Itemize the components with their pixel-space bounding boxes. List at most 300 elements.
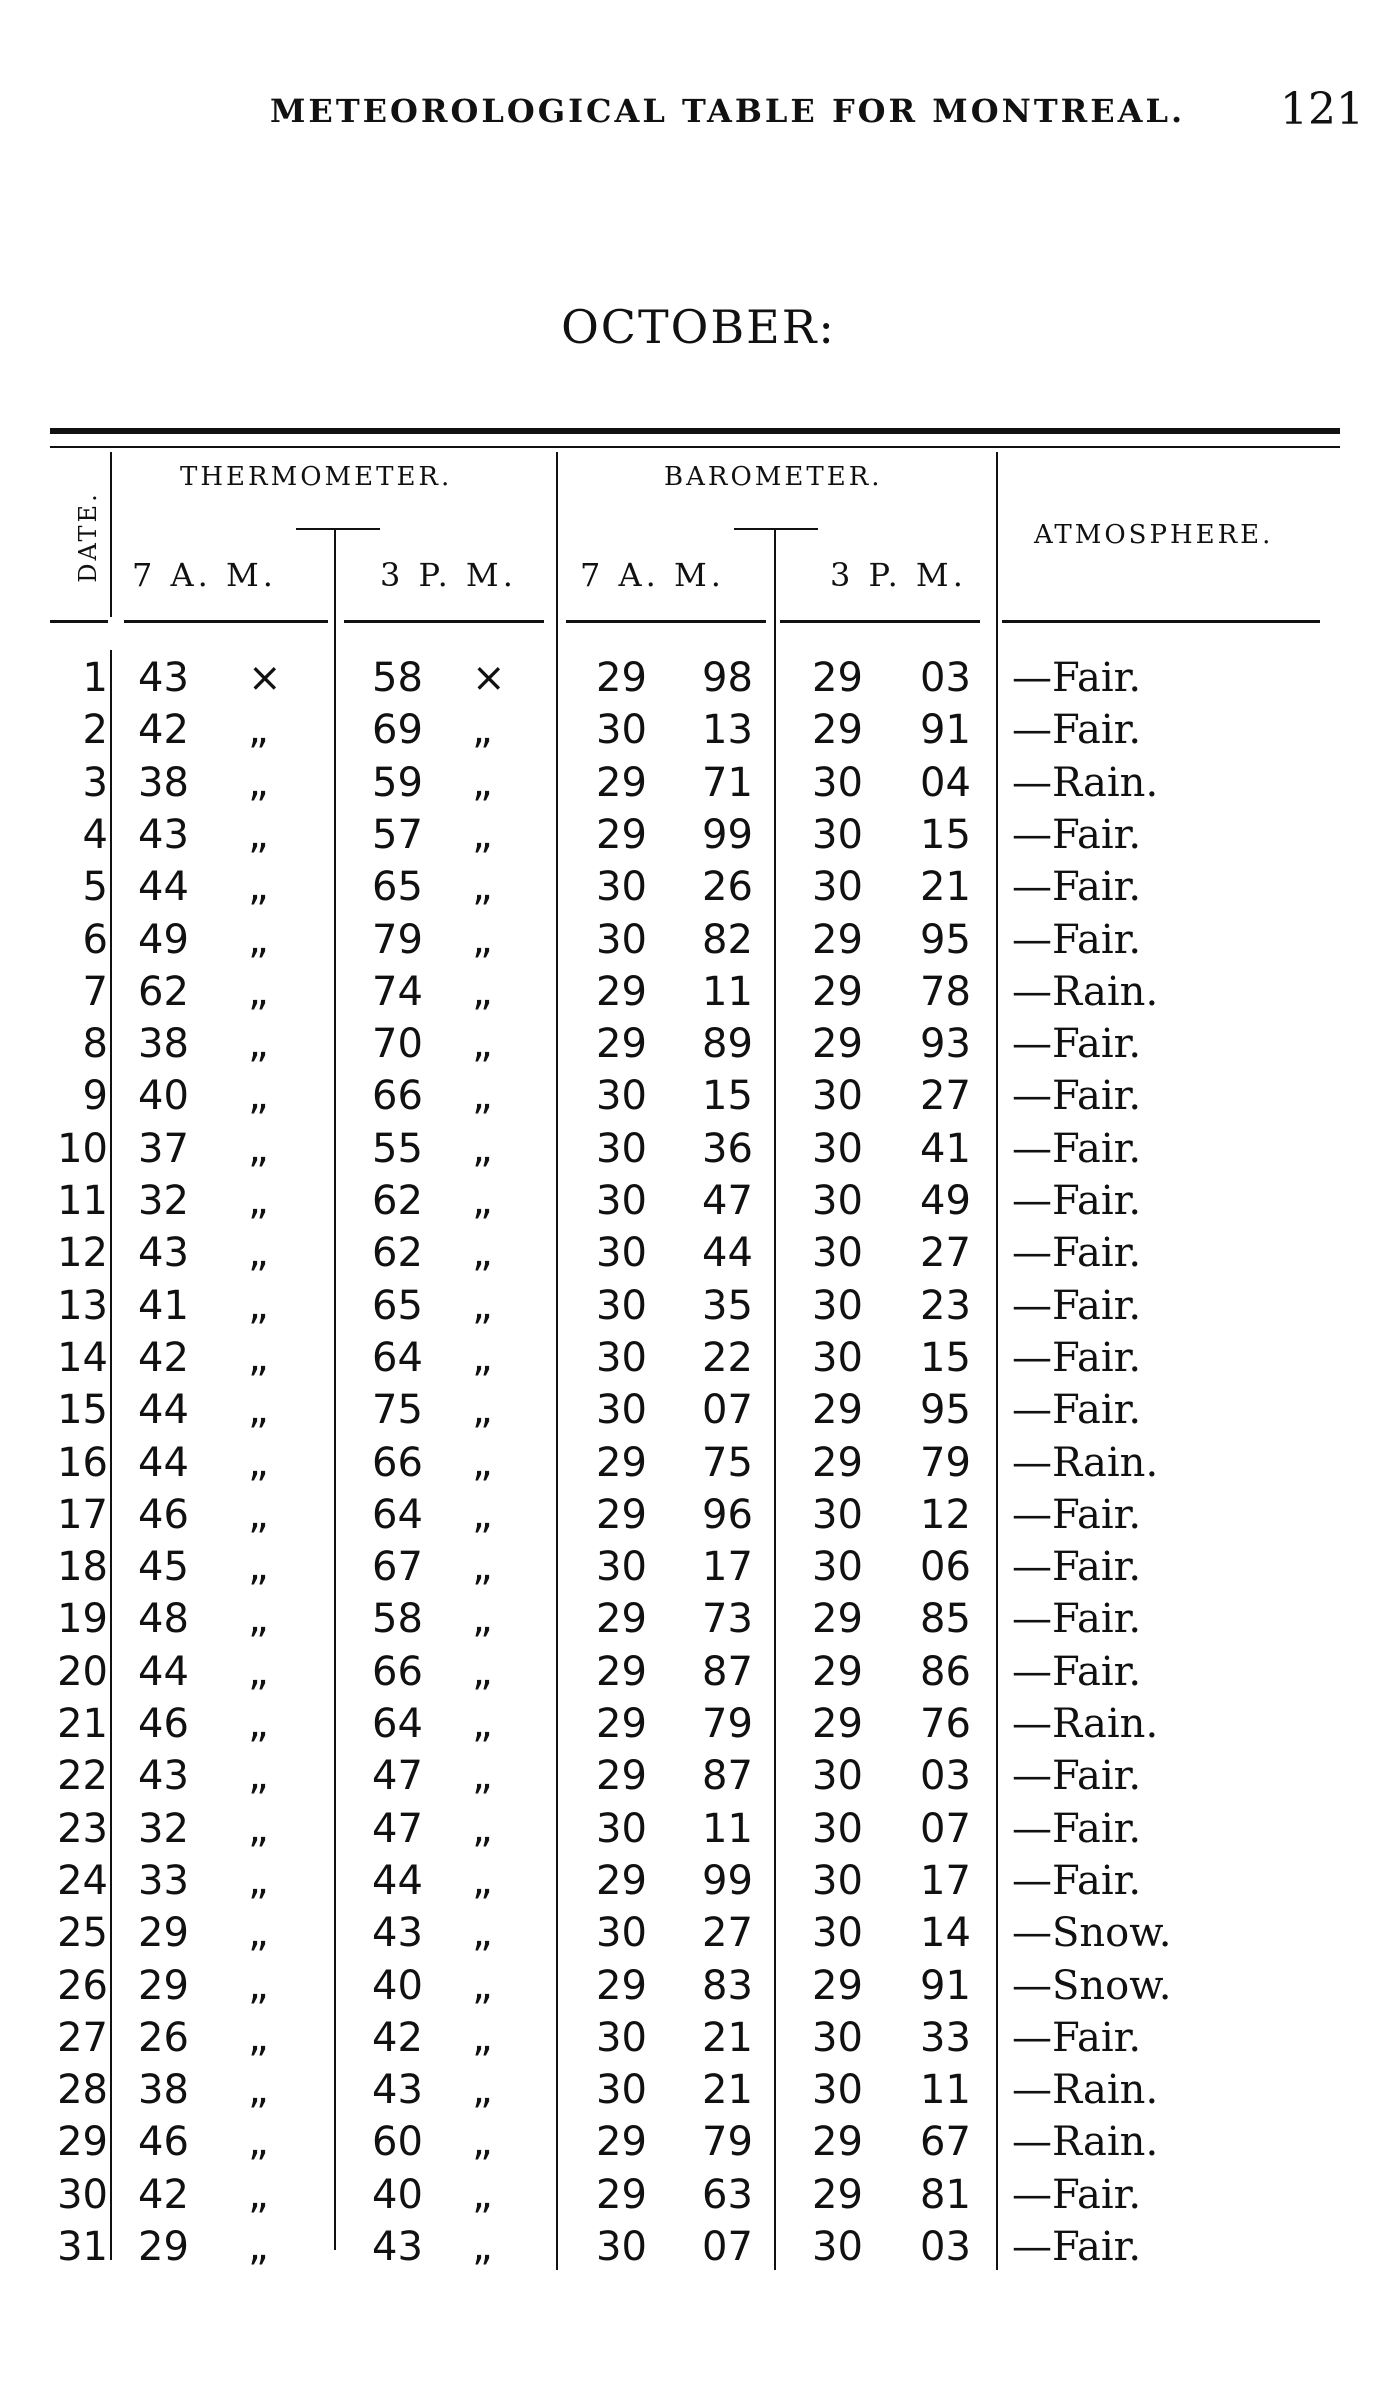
atmosphere-cell: —Fair.: [1012, 1387, 1142, 1434]
baro-7am-hundredths: 98: [702, 655, 753, 701]
baro-3pm-hundredths: 86: [920, 1648, 971, 1695]
baro-3pm-hundredths: 85: [920, 1596, 971, 1643]
baro-7am-hundredths: 21: [702, 2014, 753, 2061]
atmosphere-cell: —Snow.: [1012, 1910, 1172, 1957]
baro-7am-inches: 30: [596, 2067, 647, 2114]
baro-3pm-hundredths: 76: [920, 1701, 971, 1747]
baro-3pm-inches: 30: [812, 811, 863, 858]
table-row: [0, 1489, 1397, 1541]
date-cell: 12: [57, 1230, 108, 1277]
baro-3pm-hundredths: 81: [920, 2171, 971, 2218]
baro-3pm-hundredths: 23: [920, 1282, 971, 1329]
baro-7am-hundredths: 44: [702, 1230, 753, 1277]
therm-3pm-cell: 43: [372, 2067, 423, 2114]
therm-7am-mark: „: [248, 2014, 269, 2061]
therm-7am-cell: 43: [138, 655, 189, 701]
therm-3pm-mark: „: [472, 1753, 493, 1800]
therm-3pm-header: 3 P. M.: [380, 556, 517, 594]
baro-7am-hundredths: 89: [702, 1021, 753, 1068]
therm-3pm-mark: „: [472, 759, 493, 806]
baro-7am-inches: 30: [596, 1910, 647, 1957]
therm-7am-cell: 44: [138, 864, 189, 911]
therm-7am-mark: „: [248, 864, 269, 911]
atmosphere-cell: —Rain.: [1012, 968, 1159, 1015]
baro-7am-hundredths: 99: [702, 811, 753, 858]
baro-3pm-hundredths: 03: [920, 2224, 971, 2270]
atmosphere-cell: —Fair.: [1012, 864, 1142, 911]
therm-7am-cell: 32: [138, 1178, 189, 1224]
date-cell: 14: [57, 1334, 108, 1381]
baro-3pm-hundredths: 14: [920, 1910, 971, 1957]
therm-3pm-mark: ×: [472, 655, 506, 701]
therm-7am-cell: 37: [138, 1125, 189, 1172]
baro-7am-inches: 30: [596, 864, 647, 911]
page-title: OCTOBER:: [561, 300, 836, 354]
baro-7am-hundredths: 21: [702, 2067, 753, 2114]
therm-3pm-mark: „: [472, 1282, 493, 1329]
atmosphere-cell: —Fair.: [1012, 1021, 1142, 1068]
baro-brace-rule: [734, 528, 818, 530]
table-row: [0, 2221, 1397, 2273]
table-row: [0, 1227, 1397, 1279]
header-bottom-rule-therm3: [344, 620, 544, 623]
baro-7am-hundredths: 83: [702, 1962, 753, 2009]
atmosphere-cell: —Fair.: [1012, 1125, 1142, 1172]
baro-3pm-inches: 30: [812, 2067, 863, 2114]
therm-7am-cell: 42: [138, 707, 189, 754]
atmosphere-cell: —Fair.: [1012, 1178, 1142, 1224]
therm-3pm-mark: „: [472, 1857, 493, 1904]
table-row: [0, 652, 1397, 704]
therm-7am-mark: „: [248, 759, 269, 806]
table-row: [0, 2169, 1397, 2221]
therm-3pm-mark: „: [472, 811, 493, 858]
baro-3pm-hundredths: 91: [920, 1962, 971, 2009]
baro-7am-inches: 30: [596, 1073, 647, 1120]
baro-3pm-hundredths: 04: [920, 759, 971, 806]
therm-7am-mark: ×: [248, 655, 282, 701]
therm-3pm-mark: „: [472, 1962, 493, 2009]
atmosphere-cell: —Fair.: [1012, 1596, 1142, 1643]
table-row: [0, 1750, 1397, 1802]
date-cell: 30: [57, 2171, 108, 2218]
baro-3pm-hundredths: 27: [920, 1230, 971, 1277]
baro-7am-inches: 30: [596, 707, 647, 754]
therm-3pm-mark: „: [472, 1439, 493, 1486]
date-cell: 19: [57, 1596, 108, 1643]
baro-3pm-inches: 30: [812, 759, 863, 806]
therm-7am-mark: „: [248, 1805, 269, 1852]
baro-7am-inches: 29: [596, 1648, 647, 1695]
baro-7am-hundredths: 35: [702, 1282, 753, 1329]
therm-7am-mark: „: [248, 1282, 269, 1329]
therm-7am-cell: 41: [138, 1282, 189, 1329]
table-row: [0, 2012, 1397, 2064]
barometer-header: BAROMETER.: [664, 462, 883, 492]
atmosphere-cell: —Fair.: [1012, 1648, 1142, 1695]
date-cell: 15: [57, 1387, 108, 1434]
header-bottom-rule-baro7: [566, 620, 766, 623]
therm-7am-mark: „: [248, 1387, 269, 1434]
table-row: [0, 861, 1397, 913]
baro-7am-hundredths: 15: [702, 1073, 753, 1120]
baro-3pm-inches: 30: [812, 1178, 863, 1224]
therm-7am-cell: 38: [138, 759, 189, 806]
therm-7am-mark: „: [248, 1753, 269, 1800]
date-cell: 7: [82, 968, 108, 1015]
therm-3pm-mark: „: [472, 864, 493, 911]
baro-7am-inches: 29: [596, 759, 647, 806]
therm-3pm-mark: „: [472, 2014, 493, 2061]
therm-3pm-cell: 58: [372, 655, 423, 701]
table-row: [0, 1803, 1397, 1855]
therm-3pm-cell: 57: [372, 811, 423, 858]
baro-7am-hundredths: 87: [702, 1648, 753, 1695]
baro-7am-hundredths: 63: [702, 2171, 753, 2218]
table-row: [0, 1960, 1397, 2012]
baro-3pm-hundredths: 33: [920, 2014, 971, 2061]
baro-7am-inches: 30: [596, 1805, 647, 1852]
baro-7am-inches: 29: [596, 1439, 647, 1486]
date-cell: 24: [57, 1857, 108, 1904]
baro-3pm-hundredths: 91: [920, 707, 971, 754]
baro-3pm-inches: 29: [812, 707, 863, 754]
atmosphere-cell: —Fair.: [1012, 1230, 1142, 1277]
divider-date: [110, 452, 112, 617]
therm-3pm-mark: „: [472, 707, 493, 754]
therm-3pm-cell: 74: [372, 968, 423, 1015]
atmosphere-cell: —Fair.: [1012, 1805, 1142, 1852]
date-cell: 18: [57, 1544, 108, 1591]
therm-7am-mark: „: [248, 1334, 269, 1381]
baro-3pm-header: 3 P. M.: [830, 556, 967, 594]
date-cell: 25: [57, 1910, 108, 1957]
date-cell: 3: [82, 759, 108, 806]
therm-3pm-cell: 43: [372, 2224, 423, 2270]
date-cell: 31: [57, 2224, 108, 2270]
date-cell: 6: [82, 916, 108, 963]
therm-3pm-cell: 62: [372, 1230, 423, 1277]
therm-7am-cell: 42: [138, 1334, 189, 1381]
baro-3pm-inches: 29: [812, 1701, 863, 1747]
therm-3pm-cell: 42: [372, 2014, 423, 2061]
therm-3pm-mark: „: [472, 1491, 493, 1538]
baro-7am-inches: 29: [596, 811, 647, 858]
date-cell: 27: [57, 2014, 108, 2061]
atmosphere-cell: —Fair.: [1012, 1857, 1142, 1904]
baro-7am-hundredths: 17: [702, 1544, 753, 1591]
baro-7am-inches: 29: [596, 655, 647, 701]
atmosphere-cell: —Fair.: [1012, 1491, 1142, 1538]
date-cell: 20: [57, 1648, 108, 1695]
therm-3pm-cell: 64: [372, 1491, 423, 1538]
atmosphere-cell: —Rain.: [1012, 759, 1159, 806]
baro-3pm-inches: 30: [812, 1910, 863, 1957]
table-row: [0, 1541, 1397, 1593]
therm-3pm-cell: 66: [372, 1648, 423, 1695]
therm-3pm-mark: „: [472, 1544, 493, 1591]
table-row: [0, 1280, 1397, 1332]
therm-brace-rule: [296, 528, 380, 530]
therm-7am-mark: „: [248, 1648, 269, 1695]
therm-7am-header: 7 A. M.: [132, 556, 277, 594]
therm-7am-cell: 29: [138, 2224, 189, 2270]
atmosphere-cell: —Snow.: [1012, 1962, 1172, 2009]
baro-3pm-inches: 29: [812, 2171, 863, 2218]
header-bottom-rule-date: [50, 620, 108, 623]
baro-3pm-hundredths: 12: [920, 1491, 971, 1538]
header-bottom-rule-atm: [1002, 620, 1320, 623]
therm-7am-cell: 62: [138, 968, 189, 1015]
date-cell: 26: [57, 1962, 108, 2009]
baro-7am-hundredths: 11: [702, 968, 753, 1015]
therm-3pm-cell: 67: [372, 1544, 423, 1591]
therm-3pm-cell: 69: [372, 707, 423, 754]
therm-7am-cell: 43: [138, 1230, 189, 1277]
therm-3pm-mark: „: [472, 1178, 493, 1224]
atmosphere-cell: —Rain.: [1012, 1701, 1159, 1747]
baro-3pm-inches: 29: [812, 655, 863, 701]
baro-7am-inches: 29: [596, 1596, 647, 1643]
table-row: [0, 1698, 1397, 1750]
baro-7am-hundredths: 87: [702, 1753, 753, 1800]
therm-7am-mark: „: [248, 1596, 269, 1643]
atmosphere-cell: —Fair.: [1012, 811, 1142, 858]
baro-3pm-hundredths: 17: [920, 1857, 971, 1904]
therm-7am-cell: 32: [138, 1805, 189, 1852]
table-row: [0, 757, 1397, 809]
atmosphere-cell: —Rain.: [1012, 2119, 1159, 2166]
table-row: [0, 809, 1397, 861]
baro-7am-hundredths: 22: [702, 1334, 753, 1381]
baro-3pm-inches: 29: [812, 1648, 863, 1695]
baro-7am-hundredths: 13: [702, 707, 753, 754]
table-row: [0, 1070, 1397, 1122]
therm-7am-mark: „: [248, 1073, 269, 1120]
therm-3pm-cell: 64: [372, 1334, 423, 1381]
baro-7am-inches: 29: [596, 1021, 647, 1068]
therm-3pm-cell: 79: [372, 916, 423, 963]
header-bottom-rule-baro3: [780, 620, 980, 623]
therm-7am-mark: „: [248, 1125, 269, 1172]
table-row: [0, 1332, 1397, 1384]
date-cell: 8: [82, 1021, 108, 1068]
baro-7am-hundredths: 07: [702, 1387, 753, 1434]
baro-7am-hundredths: 47: [702, 1178, 753, 1224]
therm-7am-mark: „: [248, 2119, 269, 2166]
therm-7am-mark: „: [248, 1178, 269, 1224]
baro-7am-inches: 30: [596, 1178, 647, 1224]
atmosphere-cell: —Fair.: [1012, 2171, 1142, 2218]
baro-7am-inches: 30: [596, 1387, 647, 1434]
baro-7am-inches: 29: [596, 1753, 647, 1800]
therm-3pm-cell: 40: [372, 1962, 423, 2009]
therm-7am-cell: 38: [138, 1021, 189, 1068]
baro-3pm-inches: 30: [812, 1125, 863, 1172]
therm-7am-mark: „: [248, 2171, 269, 2218]
date-header: DATE.: [74, 491, 102, 583]
atmosphere-cell: —Fair.: [1012, 655, 1142, 701]
date-cell: 4: [82, 811, 108, 858]
baro-3pm-inches: 30: [812, 1334, 863, 1381]
baro-3pm-hundredths: 95: [920, 1387, 971, 1434]
baro-7am-inches: 29: [596, 1857, 647, 1904]
baro-3pm-hundredths: 41: [920, 1125, 971, 1172]
atmosphere-cell: —Fair.: [1012, 1073, 1142, 1120]
date-cell: 5: [82, 864, 108, 911]
atmosphere-header: ATMOSPHERE.: [1034, 520, 1274, 550]
therm-7am-mark: „: [248, 707, 269, 754]
date-cell: 21: [57, 1701, 108, 1747]
therm-7am-mark: „: [248, 1701, 269, 1747]
baro-3pm-hundredths: 15: [920, 811, 971, 858]
baro-3pm-inches: 30: [812, 1544, 863, 1591]
baro-7am-inches: 29: [596, 968, 647, 1015]
baro-7am-hundredths: 36: [702, 1125, 753, 1172]
baro-7am-hundredths: 27: [702, 1910, 753, 1957]
page-number: 121: [1280, 84, 1364, 135]
baro-7am-inches: 29: [596, 2171, 647, 2218]
therm-3pm-mark: „: [472, 1910, 493, 1957]
baro-3pm-inches: 30: [812, 1073, 863, 1120]
therm-3pm-mark: „: [472, 968, 493, 1015]
baro-3pm-inches: 30: [812, 864, 863, 911]
date-cell: 1: [82, 655, 108, 701]
therm-7am-cell: 43: [138, 811, 189, 858]
therm-7am-cell: 29: [138, 1962, 189, 2009]
baro-3pm-hundredths: 15: [920, 1334, 971, 1381]
therm-7am-mark: „: [248, 811, 269, 858]
therm-7am-mark: „: [248, 2224, 269, 2270]
therm-3pm-cell: 44: [372, 1857, 423, 1904]
table-row: [0, 1123, 1397, 1175]
table-row: [0, 2064, 1397, 2116]
baro-7am-inches: 30: [596, 2014, 647, 2061]
baro-7am-inches: 29: [596, 1491, 647, 1538]
therm-3pm-cell: 40: [372, 2171, 423, 2218]
date-cell: 10: [57, 1125, 108, 1172]
baro-3pm-inches: 29: [812, 2119, 863, 2166]
therm-3pm-mark: „: [472, 1648, 493, 1695]
therm-3pm-cell: 65: [372, 1282, 423, 1329]
therm-7am-cell: 33: [138, 1857, 189, 1904]
baro-7am-hundredths: 07: [702, 2224, 753, 2270]
baro-7am-hundredths: 71: [702, 759, 753, 806]
table-row: [0, 914, 1397, 966]
date-cell: 29: [57, 2119, 108, 2166]
atmosphere-cell: —Fair.: [1012, 916, 1142, 963]
therm-7am-cell: 44: [138, 1648, 189, 1695]
table-row: [0, 966, 1397, 1018]
top-rule-thick: [50, 428, 1340, 434]
therm-3pm-cell: 66: [372, 1439, 423, 1486]
baro-3pm-inches: 30: [812, 2014, 863, 2061]
baro-7am-hundredths: 99: [702, 1857, 753, 1904]
baro-3pm-inches: 30: [812, 1491, 863, 1538]
date-cell: 17: [57, 1491, 108, 1538]
therm-3pm-mark: „: [472, 2067, 493, 2114]
baro-3pm-hundredths: 03: [920, 655, 971, 701]
header-bottom-rule-therm7: [124, 620, 328, 623]
baro-7am-inches: 30: [596, 916, 647, 963]
table-row: [0, 1018, 1397, 1070]
therm-3pm-cell: 58: [372, 1596, 423, 1643]
atmosphere-cell: —Fair.: [1012, 2014, 1142, 2061]
date-cell: 16: [57, 1439, 108, 1486]
atmosphere-cell: —Fair.: [1012, 707, 1142, 754]
atmosphere-cell: —Rain.: [1012, 1439, 1159, 1486]
date-cell: 2: [82, 707, 108, 754]
table-row: [0, 1384, 1397, 1436]
table-row: [0, 2116, 1397, 2168]
baro-3pm-inches: 29: [812, 1021, 863, 1068]
baro-7am-hundredths: 79: [702, 1701, 753, 1747]
date-cell: 11: [57, 1178, 108, 1224]
baro-3pm-hundredths: 11: [920, 2067, 971, 2114]
table-row: [0, 1437, 1397, 1489]
atmosphere-cell: —Rain.: [1012, 2067, 1159, 2114]
table-row: [0, 704, 1397, 756]
baro-7am-hundredths: 96: [702, 1491, 753, 1538]
baro-3pm-hundredths: 78: [920, 968, 971, 1015]
baro-3pm-hundredths: 67: [920, 2119, 971, 2166]
baro-3pm-hundredths: 03: [920, 1753, 971, 1800]
table-row: [0, 1593, 1397, 1645]
atmosphere-cell: —Fair.: [1012, 1334, 1142, 1381]
therm-7am-mark: „: [248, 1962, 269, 2009]
date-cell: 22: [57, 1753, 108, 1800]
baro-7am-hundredths: 73: [702, 1596, 753, 1643]
baro-3pm-hundredths: 06: [920, 1544, 971, 1591]
therm-3pm-mark: „: [472, 1021, 493, 1068]
baro-7am-hundredths: 82: [702, 916, 753, 963]
baro-7am-inches: 29: [596, 2119, 647, 2166]
running-title: METEOROLOGICAL TABLE FOR MONTREAL.: [270, 92, 1186, 130]
therm-3pm-cell: 47: [372, 1805, 423, 1852]
baro-7am-inches: 29: [596, 1701, 647, 1747]
baro-7am-inches: 29: [596, 1962, 647, 2009]
baro-3pm-inches: 30: [812, 2224, 863, 2270]
table-row: [0, 1646, 1397, 1698]
therm-3pm-cell: 55: [372, 1125, 423, 1172]
therm-3pm-mark: „: [472, 916, 493, 963]
baro-3pm-hundredths: 27: [920, 1073, 971, 1120]
baro-7am-hundredths: 75: [702, 1439, 753, 1486]
baro-3pm-hundredths: 07: [920, 1805, 971, 1852]
therm-3pm-cell: 70: [372, 1021, 423, 1068]
baro-3pm-inches: 30: [812, 1282, 863, 1329]
therm-7am-cell: 46: [138, 1701, 189, 1747]
therm-7am-cell: 40: [138, 1073, 189, 1120]
baro-3pm-hundredths: 21: [920, 864, 971, 911]
therm-7am-mark: „: [248, 1857, 269, 1904]
therm-3pm-mark: „: [472, 1596, 493, 1643]
baro-3pm-inches: 30: [812, 1753, 863, 1800]
therm-3pm-cell: 65: [372, 864, 423, 911]
baro-3pm-hundredths: 95: [920, 916, 971, 963]
therm-3pm-mark: „: [472, 1230, 493, 1277]
therm-7am-cell: 43: [138, 1753, 189, 1800]
therm-3pm-cell: 66: [372, 1073, 423, 1120]
baro-7am-hundredths: 79: [702, 2119, 753, 2166]
date-cell: 13: [57, 1282, 108, 1329]
baro-7am-inches: 30: [596, 2224, 647, 2270]
therm-3pm-cell: 59: [372, 759, 423, 806]
atmosphere-cell: —Fair.: [1012, 1753, 1142, 1800]
baro-7am-hundredths: 26: [702, 864, 753, 911]
baro-3pm-inches: 29: [812, 916, 863, 963]
atmosphere-cell: —Fair.: [1012, 2224, 1142, 2270]
